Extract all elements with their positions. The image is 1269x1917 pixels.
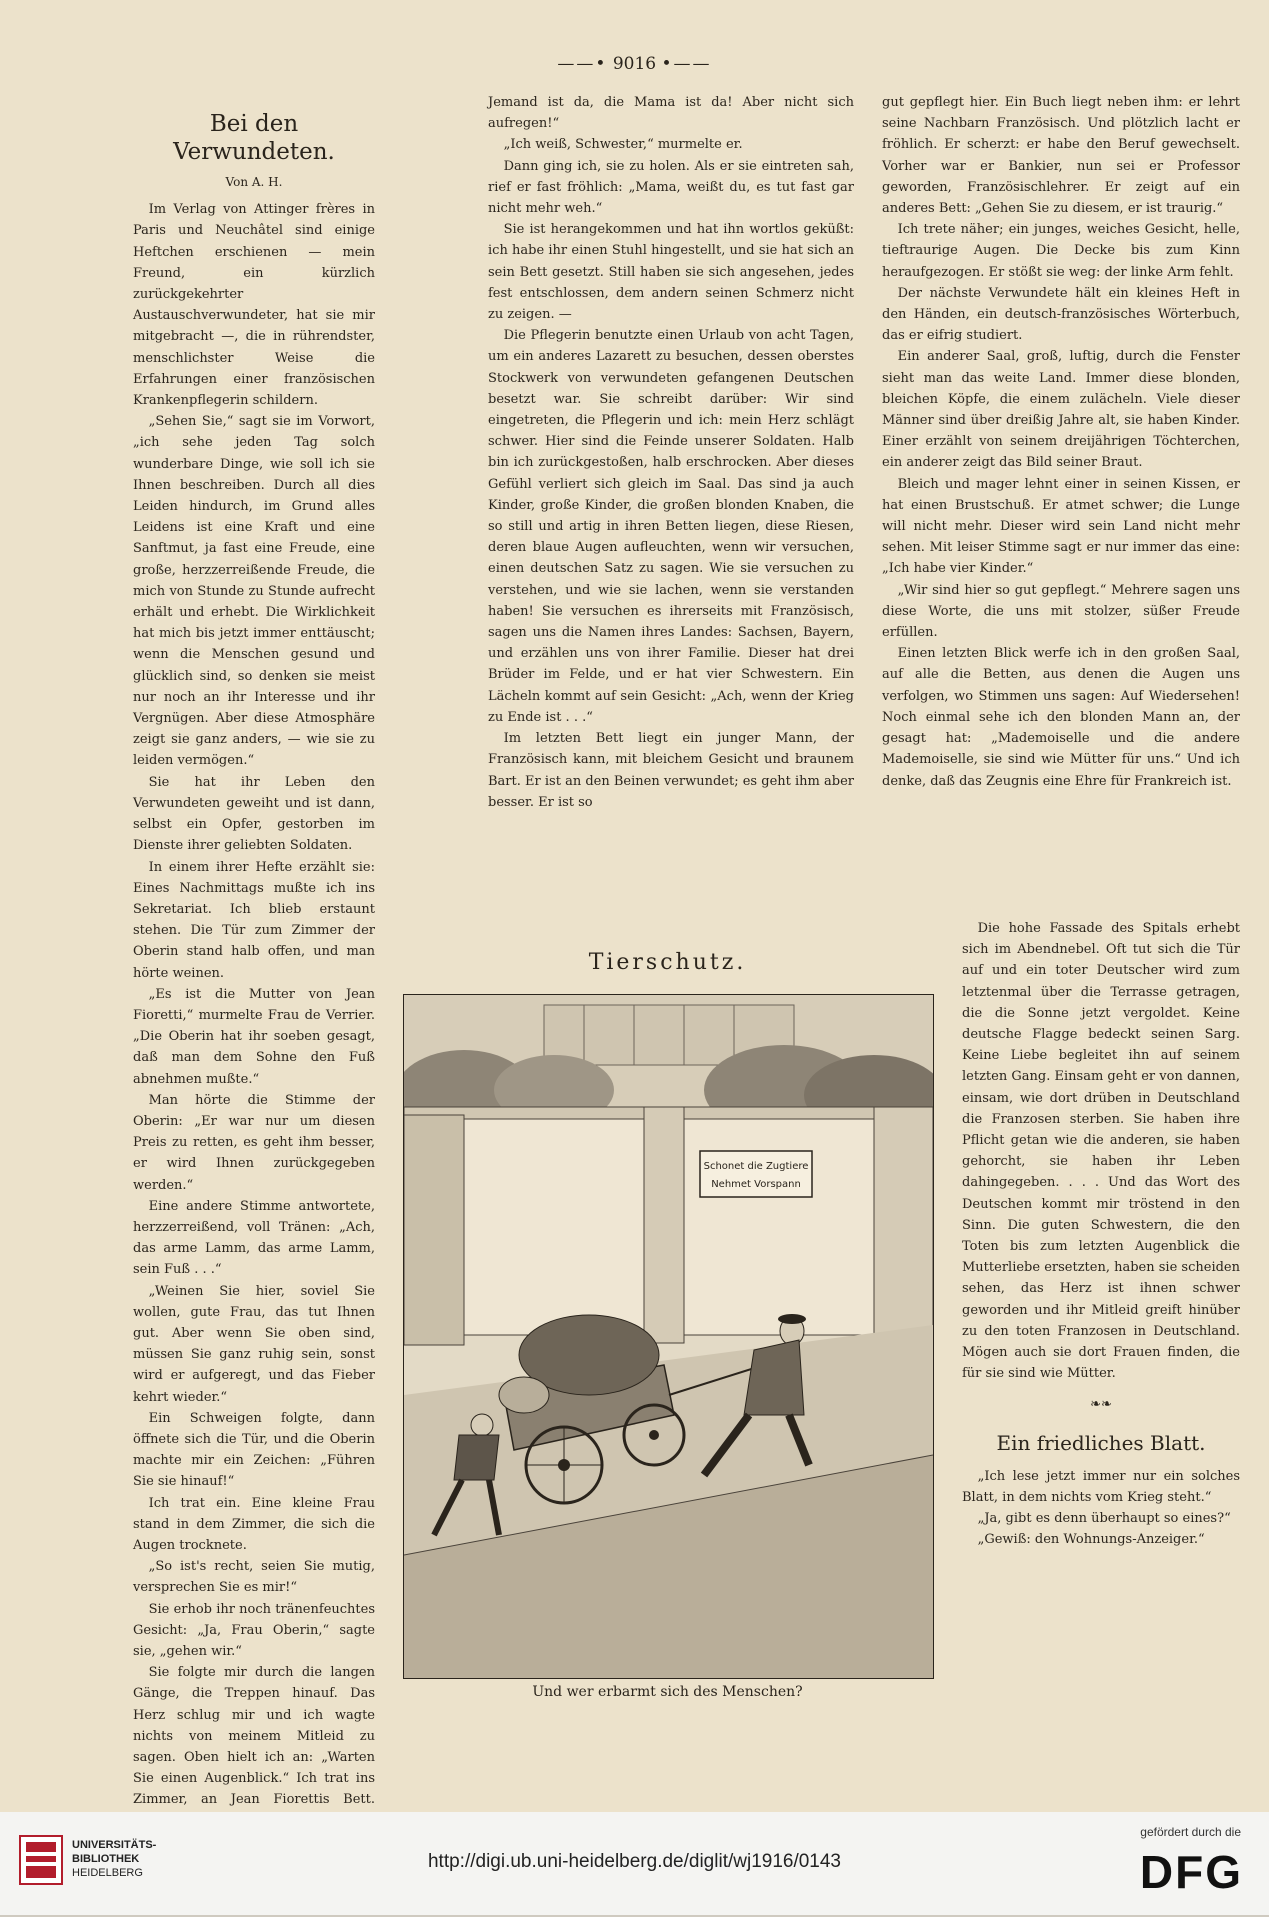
article-column-2 [488,92,854,813]
dfg-logo: DFG [1139,1846,1243,1898]
funding-label: gefördert durch die [1140,1825,1241,1839]
cartoon-drawing [404,995,933,1678]
paragraph: Einen letzten Blick werfe ich in den großen Saal, auf alle die Betten, aus denen die Augen uns verfolgen, wo Stimmen uns sagen: Auf Wiedersehen! Noch einmal sehe ich den blonden Mann an, der gesagt hat: „Mademoiselle und die andere Mademoiselle, sie sind wie Mütter für uns.“ Und ich denke, daß das Zeugnis eine Ehre für Frankreich ist. [882,646,1240,789]
article-column-3-lower [962,918,1240,1550]
paragraph: „Weinen Sie hier, soviel Sie wollen, gute Frau, das tut Ihnen gut. Aber wenn Sie oben sind, müssen Sie ganz ruhig sein, sonst wird er aufgeregt, und das Fieber kehrt wieder.“ [133,1283,375,1405]
sign-line-2: Nehmet Vorspann [711,1179,801,1190]
paragraph: Der nächste Verwundete hält ein kleines Heft in den Händen, ein deutsch-französisches Wörterbuch, das er eifrig studiert. [882,285,1240,344]
ornament: ❧❧ [1090,1397,1112,1413]
paragraph: Ein anderer Saal, groß, luftig, durch die Fenster sieht man das weite Land. Immer diese blonden, bleichen Köpfe, die einem zulächeln. Viele dieser Männer sind über dreißig Jahre alt, sie haben Kinder. Einer erzählt von seinem dreijährigen Töchterchen, ein anderer zeigt das Bild seiner Braut. [882,349,1240,471]
article-title: Bei den Verwundeten. [173,111,335,165]
paragraph: Jemand ist da, die Mama ist da! Aber nicht sich aufregen!“ [488,95,854,132]
cartoon-title: Tierschutz. [588,950,747,975]
paragraph: „Gewiß: den Wohnungs-Anzeiger.“ [977,1532,1205,1548]
paragraph: Ich trat ein. Eine kleine Frau stand in dem Zimmer, die sich die Augen trocknete. [133,1495,375,1553]
cartoon-illustration [403,994,934,1679]
article-column-3 [882,92,1240,792]
paragraph: Man hörte die Stimme der Oberin: „Er war nur um diesen Preis zu retten, es geht ihm besser, er wird Ihnen zurückgegeben werden.“ [133,1092,375,1193]
article-column-1 [133,100,375,1917]
paragraph: Eine andere Stimme antwortete, herzzerreißend, voll Tränen: „Ach, das arme Lamm, das arme Lamm, sein Fuß . . .“ [133,1198,375,1278]
paragraph: „Wir sind hier so gut gepflegt.“ Mehrere sagen uns diese Worte, die uns mit stolzer, süßer Freude erfüllen. [882,582,1240,641]
paragraph: Die hohe Fassade des Spitals erhebt sich im Abendnebel. Oft tut sich die Tür auf und ein toter Deutscher wird zum letztenmal über die Terrasse getragen, die die Sonne jetzt vergoldet. Keine deutsche Flagge bedeckt seinen Sarg. Keine Liebe begleitet ihn auf seinem letzten Gang. Einsam geht er von dannen, einsam, wie dort drüben in Deutschland die Franzosen sterben. Sie haben ihre Pflicht getan wie die anderen, sie haben gehorcht, sie haben ihr Leben dahingegeben. . . . Und das Wort des Deutschen kommt mir tröstend in den Sinn. Die guten Schwestern, die den Toten bis zum letzten Augenblick die Mutterliebe ersetzten, haben sie scheiden sehen, das Herz ist ihnen schwer geworden und ihr Mitleid greift hinüber zu den toten Franzosen in Deutschland. Mögen auch sie dort Frauen finden, die für sie sind wie Mütter. [962,921,1240,1382]
paragraph: Im letzten Bett liegt ein junger Mann, der Französisch kann, mit bleichem Gesicht und braunem Bart. Er ist an den Beinen verwundet; es geht ihm aber besser. Er ist so [488,731,854,810]
paragraph: Ich trete näher; ein junges, weiches Gesicht, helle, tieftraurige Augen. Die Decke bis zum Kinn heraufgezogen. Er stößt sie weg: der linke Arm fehlt. [882,222,1240,280]
paragraph: „Ja, gibt es denn überhaupt so eines?“ [977,1511,1231,1527]
library-name: UNIVERSITÄTS- BIBLIOTHEK HEIDELBERG [72,1839,157,1879]
paragraph: „Sehen Sie,“ sagt sie im Vorwort, „ich sehe jeden Tag solch wunderbare Dinge, wie soll ich sie Ihnen beschreiben. Durch all dies Leiden hindurch, im Grund alles Leidens ist eine Kraft und eine Sanftmut, ja fast eine Freude, eine große, herzzerreißende Freude, die mich von Stunde zu Stunde aufrecht erhält und erhebt. Die Wirklichkeit hat mich bis jetzt immer enttäuscht; wenn die Menschen gesund und glücklich sind, so denken sie meist nur noch an ihr Interesse und ihr Vergnügen. Aber diese Atmosphäre zeigt sie ganz anders, — wie sie zu leiden vermögen.“ [133,414,375,769]
paragraph: „Es ist die Mutter von Jean Fioretti,“ murmelte Frau de Verrier. „Die Oberin hat ihr soeben gesagt, daß man dem Sohne den Fuß abnehmen mußte.“ [133,986,375,1087]
paragraph: In einem ihrer Hefte erzählt sie: Eines Nachmittags mußte ich ins Sekretariat. Ich blieb erstaunt stehen. Die Tür zum Zimmer der Oberin stand halb offen, und man hörte weinen. [133,859,375,981]
paragraph: „So ist's recht, seien Sie mutig, versprechen Sie es mir!“ [133,1559,375,1596]
paragraph: Sie ist herangekommen und hat ihn wortlos geküßt: ich habe ihr einen Stuhl hingestellt, und sie hat sich an sein Bett gesetzt. Still haben sie sich angesehen, jedes fest entschlossen, dem andern seinen Schmerz nicht zu zeigen. — [488,222,854,323]
paragraph: Bleich und mager lehnt einer in seinen Kissen, er hat einen Brustschuß. Er atmet schwer; die Lunge will nicht mehr. Dieser wird sein Land nicht mehr sehen. Mit leiser Stimme sagt er nur immer das eine: „Ich habe vier Kinder.“ [882,476,1240,577]
article-byline: Von A. H. [225,175,283,189]
paragraph: „Ich lese jetzt immer nur ein solches Blatt, in dem nichts vom Krieg steht.“ [962,1468,1240,1505]
page-number: ——• 9016 •—— [557,54,712,74]
paragraph: gut gepflegt hier. Ein Buch liegt neben ihm: er lehrt seine Nachbarn Französisch. Und plötzlich lacht er fröhlich. Er scherzt: er habe den Beruf gewechselt. Vorher war er Bankier, nun sei er Professor geworden, Französischlehrer. Er zeigt auf ein anderes Bett: „Gehen Sie zu diesem, er ist traurig.“ [882,95,1240,217]
cartoon-caption: Und wer erbarmt sich des Menschen? [532,1684,803,1700]
paragraph: Dann ging ich, sie zu holen. Als er sie eintreten sah, rief er fast fröhlich: „Mama, weißt du, es tut fast gar nicht mehr weh.“ [488,158,854,217]
paragraph: „Ich weiß, Schwester,“ murmelte er. [503,137,743,153]
short-piece-title: Ein friedliches Blatt. [996,1430,1206,1455]
source-url[interactable]: http://digi.ub.uni-heidelberg.de/diglit/wj1916/0143 [427,1851,842,1872]
paragraph: Sie erhob ihr noch tränenfeuchtes Gesicht: „Ja, Frau Oberin,“ sagte sie, „gehen wir.“ [133,1601,375,1660]
paragraph: Sie folgte mir durch die langen Gänge, die Treppen hinauf. Das Herz schlug mir und ich wagte nichts von meinem Mitleid zu sagen. Oben hielt ich an: „Warten Sie einen Augenblick.“ Ich trat ins Zimmer, an Jean Fiorettis Bett. [133,1665,375,1808]
paragraph: Sie hat ihr Leben den Verwundeten geweiht und ist dann, selbst ein Opfer, gestorben im Dienste ihrer geliebten Soldaten. [133,774,375,854]
paragraph: Im Verlag von Attinger frères in Paris und Neuchâtel sind einige Heftchen erschienen — mein Freund, ein kürzlich zurückgekehrter Austauschverwundeter, hat sie mir mitgebracht —, die in rührendster, menschlichster Weise die Erfahrungen einer französischen Krankenpflegerin schildern. [133,202,375,409]
sign-line-1: Schonet die Zugtiere [703,1161,809,1172]
paragraph: Ein Schweigen folgte, dann öffnete sich die Tür, und die Oberin machte mir ein Zeichen: „Führen Sie sie hinauf!“ [133,1410,375,1490]
paragraph: Die Pflegerin benutzte einen Urlaub von acht Tagen, um ein anderes Lazarett zu besuchen, dessen oberstes Stockwerk von verwundeten gefangenen Deutschen besetzt war. Sie schreibt darüber: Wir sind eingetreten, die Pflegerin und ich: mein Herz schlägt schwer. Hier sind die Feinde unserer Soldaten. Halb bin ich zurückgestoßen, halb erschrocken. Aber dieses Gefühl verliert sich gleich im Saal. Das sind ja auch Kinder, große Kinder, die großen blonden Knaben, die so still und artig in ihren Betten liegen, diese Riesen, deren blaue Augen aufleuchten, wenn wir versuchen, einen deutschen Satz zu sagen. Wie sie versuchen zu verstehen, und wie sie lachen, wenn sie verstanden haben! Sie versuchen es ihrerseits mit Französisch, sagen uns die Namen ihres Landes: Sachsen, Bayern, und erzählen uns von ihrer Familie. Dieser hat drei Brüder im Felde, und er hat vier Schwestern. Ein Lächeln kommt auf sein Gesicht: „Ach, wenn der Krieg zu Ende ist . . .“ [488,328,854,725]
